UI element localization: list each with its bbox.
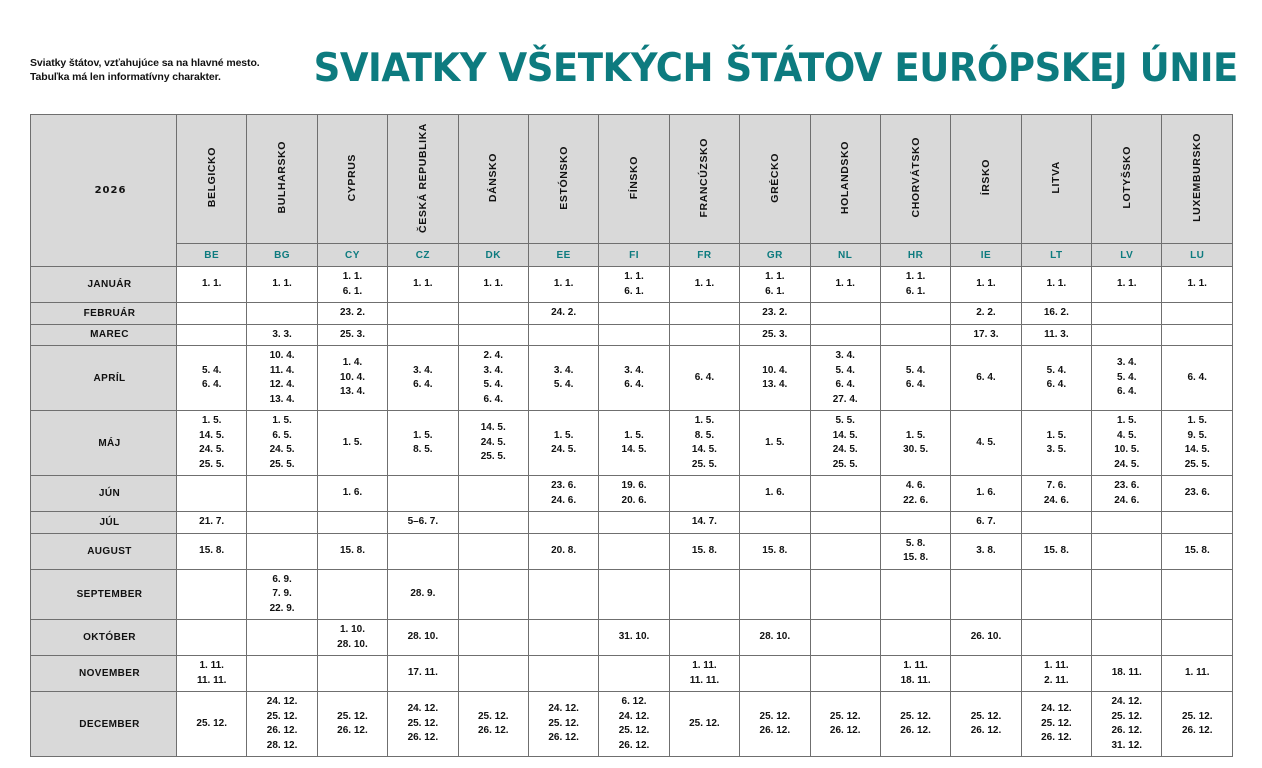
- holiday-cell: [247, 303, 317, 325]
- holiday-cell: 17. 3.: [951, 324, 1021, 346]
- holiday-cell: [458, 533, 528, 569]
- month-label: APRÍL: [31, 346, 177, 411]
- month-label: JÚL: [31, 512, 177, 534]
- holiday-cell: 5. 8. 15. 8.: [880, 533, 950, 569]
- month-label: SEPTEMBER: [31, 569, 177, 620]
- holiday-cell: 1. 1.: [1092, 267, 1162, 303]
- holiday-cell: 25. 12.: [669, 692, 739, 757]
- holiday-cell: 1. 1. 6. 1.: [599, 267, 669, 303]
- holiday-cell: 5. 4. 6. 4.: [1021, 346, 1091, 411]
- country-name-row: [31, 115, 1233, 244]
- holiday-cell: [458, 303, 528, 325]
- holiday-cell: [880, 512, 950, 534]
- month-label: AUGUST: [31, 533, 177, 569]
- holiday-cell: [880, 324, 950, 346]
- holiday-cell: 23. 6. 24. 6.: [528, 476, 598, 512]
- holiday-cell: 14. 5. 24. 5. 25. 5.: [458, 411, 528, 476]
- table-row: [31, 620, 1233, 656]
- holiday-cell: 1. 1.: [247, 267, 317, 303]
- holiday-cell: 15. 8.: [1021, 533, 1091, 569]
- holiday-cell: 3. 4. 6. 4.: [388, 346, 458, 411]
- holiday-cell: 2. 2.: [951, 303, 1021, 325]
- holiday-cell: [1092, 533, 1162, 569]
- holiday-cell: 28. 10.: [388, 620, 458, 656]
- country-code-nl: NL: [810, 244, 880, 267]
- holiday-cell: 5. 5. 14. 5. 24. 5. 25. 5.: [810, 411, 880, 476]
- holiday-cell: 1. 1.: [669, 267, 739, 303]
- holiday-cell: 24. 12. 25. 12. 26. 12.: [528, 692, 598, 757]
- holiday-cell: [740, 656, 810, 692]
- holiday-cell: [177, 324, 247, 346]
- holiday-cell: [177, 303, 247, 325]
- month-label: OKTÓBER: [31, 620, 177, 656]
- holiday-cell: 25. 12. 26. 12.: [458, 692, 528, 757]
- holiday-cell: [1092, 512, 1162, 534]
- country-code-bg: BG: [247, 244, 317, 267]
- holiday-cell: 1. 5.: [317, 411, 387, 476]
- country-name-label: GRÉCKO: [768, 152, 781, 203]
- info-note-line2: Tabuľka má len informatívny charakter.: [30, 71, 221, 84]
- country-name-label: LITVA: [1050, 161, 1063, 194]
- holiday-cell: 25. 12. 26. 12.: [810, 692, 880, 757]
- holiday-cell: 24. 2.: [528, 303, 598, 325]
- holiday-cell: [1092, 303, 1162, 325]
- holiday-cell: 25. 3.: [317, 324, 387, 346]
- country-name-label: HOLANDSKO: [839, 140, 852, 215]
- holiday-cell: [458, 620, 528, 656]
- holiday-cell: 1. 6.: [317, 476, 387, 512]
- holiday-cell: 23. 2.: [317, 303, 387, 325]
- holiday-cell: 1. 5. 4. 5. 10. 5. 24. 5.: [1092, 411, 1162, 476]
- country-name-label: BULHARSKO: [276, 141, 289, 214]
- holiday-cell: [669, 569, 739, 620]
- holiday-cell: 1. 5. 14. 5. 24. 5. 25. 5.: [177, 411, 247, 476]
- table-row: [31, 512, 1233, 534]
- holiday-cell: 1. 1. 6. 1.: [880, 267, 950, 303]
- info-note: [30, 56, 300, 84]
- holiday-cell: [458, 569, 528, 620]
- country-header-lu: [1162, 115, 1233, 244]
- holiday-cell: 3. 4. 6. 4.: [599, 346, 669, 411]
- holiday-cell: 31. 10.: [599, 620, 669, 656]
- holiday-cell: 3. 3.: [247, 324, 317, 346]
- holiday-cell: 23. 6.: [1162, 476, 1233, 512]
- table-row: [31, 267, 1233, 303]
- holiday-cell: 1. 11. 11. 11.: [669, 656, 739, 692]
- holiday-cell: 6. 9. 7. 9. 22. 9.: [247, 569, 317, 620]
- holiday-cell: 1. 6.: [951, 476, 1021, 512]
- holiday-cell: 6. 4.: [669, 346, 739, 411]
- country-header-nl: [810, 115, 880, 244]
- country-code-lt: LT: [1021, 244, 1091, 267]
- holiday-cell: [810, 512, 880, 534]
- country-header-fi: [599, 115, 669, 244]
- holiday-cell: [599, 656, 669, 692]
- holiday-cell: [528, 324, 598, 346]
- holiday-cell: 2. 4. 3. 4. 5. 4. 6. 4.: [458, 346, 528, 411]
- holiday-cell: [810, 533, 880, 569]
- holiday-cell: [247, 620, 317, 656]
- table-row: [31, 346, 1233, 411]
- holiday-cell: [740, 512, 810, 534]
- holiday-cell: 23. 2.: [740, 303, 810, 325]
- holiday-cell: [1162, 620, 1233, 656]
- holiday-cell: [388, 303, 458, 325]
- holiday-cell: [1162, 512, 1233, 534]
- holiday-cell: 25. 12. 26. 12.: [740, 692, 810, 757]
- country-code-lu: LU: [1162, 244, 1233, 267]
- holiday-cell: 1. 1.: [458, 267, 528, 303]
- holiday-cell: 1. 6.: [740, 476, 810, 512]
- holiday-cell: [247, 533, 317, 569]
- country-code-hr: HR: [880, 244, 950, 267]
- holiday-cell: [247, 476, 317, 512]
- country-code-ee: EE: [528, 244, 598, 267]
- holiday-cell: 1. 1. 6. 1.: [740, 267, 810, 303]
- holiday-cell: [1162, 324, 1233, 346]
- holiday-cell: 3. 8.: [951, 533, 1021, 569]
- holiday-cell: [388, 324, 458, 346]
- holiday-cell: 7. 6. 24. 6.: [1021, 476, 1091, 512]
- holiday-cell: 24. 12. 25. 12. 26. 12.: [1021, 692, 1091, 757]
- holiday-cell: 3. 4. 5. 4. 6. 4.: [1092, 346, 1162, 411]
- page-title: SVIATKY VŠETKÝCH ŠTÁTOV EURÓPSKEJ ÚNIE: [313, 46, 1238, 91]
- holiday-cell: [388, 476, 458, 512]
- holiday-cell: 5. 4. 6. 4.: [880, 346, 950, 411]
- holiday-cell: 1. 1.: [951, 267, 1021, 303]
- country-name-label: CYPRUS: [346, 153, 359, 202]
- country-name-label: ČESKÁ REPUBLIKA: [416, 122, 429, 233]
- holiday-cell: 1. 1.: [1162, 267, 1233, 303]
- country-code-cy: CY: [317, 244, 387, 267]
- holiday-cell: 28. 10.: [740, 620, 810, 656]
- country-header-bg: [247, 115, 317, 244]
- holiday-cell: [1162, 569, 1233, 620]
- country-header-ee: [528, 115, 598, 244]
- holiday-cell: [1092, 620, 1162, 656]
- holiday-cell: [669, 620, 739, 656]
- holiday-cell: 1. 1.: [177, 267, 247, 303]
- holiday-cell: [599, 324, 669, 346]
- holiday-cell: 10. 4. 13. 4.: [740, 346, 810, 411]
- holiday-cell: 1. 1.: [1021, 267, 1091, 303]
- holiday-cell: [669, 303, 739, 325]
- country-name-label: LUXEMBURSKO: [1191, 133, 1204, 222]
- country-header-hr: [880, 115, 950, 244]
- holiday-cell: [951, 569, 1021, 620]
- holiday-cell: 20. 8.: [528, 533, 598, 569]
- holiday-cell: 19. 6. 20. 6.: [599, 476, 669, 512]
- holidays-table: [30, 114, 1233, 757]
- table-row: [31, 476, 1233, 512]
- holiday-cell: 1. 1.: [388, 267, 458, 303]
- holiday-cell: 24. 12. 25. 12. 26. 12.: [388, 692, 458, 757]
- holiday-cell: 28. 9.: [388, 569, 458, 620]
- holiday-cell: [247, 512, 317, 534]
- holiday-cell: 25. 3.: [740, 324, 810, 346]
- holiday-cell: [880, 303, 950, 325]
- country-code-dk: DK: [458, 244, 528, 267]
- holiday-cell: [1162, 303, 1233, 325]
- holiday-cell: 1. 11. 2. 11.: [1021, 656, 1091, 692]
- holiday-cell: [1021, 512, 1091, 534]
- country-header-dk: [458, 115, 528, 244]
- holiday-cell: 3. 4. 5. 4. 6. 4. 27. 4.: [810, 346, 880, 411]
- month-label: FEBRUÁR: [31, 303, 177, 325]
- country-name-label: CHORVÁTSKO: [909, 137, 922, 218]
- holiday-cell: [810, 324, 880, 346]
- country-name-label: FÍNSKO: [628, 155, 640, 200]
- holiday-cell: 1. 11. 18. 11.: [880, 656, 950, 692]
- table-row: [31, 324, 1233, 346]
- holiday-cell: 1. 5. 3. 5.: [1021, 411, 1091, 476]
- holiday-cell: 1. 5. 14. 5.: [599, 411, 669, 476]
- country-header-lv: [1092, 115, 1162, 244]
- holiday-cell: [1021, 569, 1091, 620]
- holiday-cell: [810, 303, 880, 325]
- holiday-cell: 1. 5. 6. 5. 24. 5. 25. 5.: [247, 411, 317, 476]
- holiday-cell: [388, 533, 458, 569]
- holiday-cell: 25. 12. 26. 12.: [951, 692, 1021, 757]
- holiday-cell: 11. 3.: [1021, 324, 1091, 346]
- holiday-cell: 1. 5.: [740, 411, 810, 476]
- holiday-cell: [810, 656, 880, 692]
- table-header: [31, 115, 1233, 267]
- table-row: [31, 656, 1233, 692]
- month-label: MÁJ: [31, 411, 177, 476]
- holiday-cell: 17. 11.: [388, 656, 458, 692]
- holiday-cell: [247, 656, 317, 692]
- holiday-cell: [317, 656, 387, 692]
- country-header-lt: [1021, 115, 1091, 244]
- info-note-line1: Sviatky štátov, vzťahujúce sa na hlavné mesto.: [30, 57, 260, 69]
- country-header-be: [177, 115, 247, 244]
- country-code-fr: FR: [669, 244, 739, 267]
- holiday-cell: [458, 512, 528, 534]
- holiday-cell: 1. 1. 6. 1.: [317, 267, 387, 303]
- holiday-cell: [599, 569, 669, 620]
- table-row: [31, 303, 1233, 325]
- country-name-label: DÁNSKO: [487, 152, 500, 203]
- holiday-cell: [177, 620, 247, 656]
- holiday-cell: [740, 569, 810, 620]
- holiday-cell: [810, 476, 880, 512]
- holiday-cell: 1. 1.: [528, 267, 598, 303]
- year-cell: 2026: [31, 115, 177, 267]
- holiday-cell: [528, 620, 598, 656]
- holiday-cell: 5–6. 7.: [388, 512, 458, 534]
- country-name-label: ESTÓNSKO: [557, 145, 570, 210]
- country-header-cy: [317, 115, 387, 244]
- country-code-row: [31, 244, 1233, 267]
- holiday-cell: 14. 7.: [669, 512, 739, 534]
- holiday-cell: [810, 569, 880, 620]
- holiday-cell: [528, 656, 598, 692]
- page-header: [30, 46, 1238, 106]
- holiday-cell: [458, 324, 528, 346]
- holiday-cell: 6. 4.: [1162, 346, 1233, 411]
- country-header-ie: [951, 115, 1021, 244]
- holiday-cell: [528, 512, 598, 534]
- holiday-cell: [880, 620, 950, 656]
- holiday-cell: 3. 4. 5. 4.: [528, 346, 598, 411]
- country-name-label: ÍRSKO: [979, 159, 992, 196]
- holiday-cell: [1021, 620, 1091, 656]
- holiday-cell: [458, 476, 528, 512]
- holiday-cell: 1. 11.: [1162, 656, 1233, 692]
- holiday-cell: 24. 12. 25. 12. 26. 12. 28. 12.: [247, 692, 317, 757]
- holiday-cell: [317, 512, 387, 534]
- holiday-cell: 1. 11. 11. 11.: [177, 656, 247, 692]
- holiday-cell: 10. 4. 11. 4. 12. 4. 13. 4.: [247, 346, 317, 411]
- country-header-gr: [740, 115, 810, 244]
- holiday-cell: 23. 6. 24. 6.: [1092, 476, 1162, 512]
- holiday-cell: 24. 12. 25. 12. 26. 12. 31. 12.: [1092, 692, 1162, 757]
- holiday-cell: 15. 8.: [669, 533, 739, 569]
- holiday-cell: [669, 324, 739, 346]
- holiday-cell: 5. 4. 6. 4.: [177, 346, 247, 411]
- table-row: [31, 692, 1233, 757]
- holiday-cell: 1. 5. 9. 5. 14. 5. 25. 5.: [1162, 411, 1233, 476]
- holiday-cell: 18. 11.: [1092, 656, 1162, 692]
- month-label: NOVEMBER: [31, 656, 177, 692]
- table-row: [31, 411, 1233, 476]
- country-header-fr: [669, 115, 739, 244]
- month-label: JÚN: [31, 476, 177, 512]
- holiday-cell: 1. 5. 8. 5. 14. 5. 25. 5.: [669, 411, 739, 476]
- holiday-cell: [599, 303, 669, 325]
- country-code-ie: IE: [951, 244, 1021, 267]
- month-label: DECEMBER: [31, 692, 177, 757]
- country-code-lv: LV: [1092, 244, 1162, 267]
- country-code-gr: GR: [740, 244, 810, 267]
- holiday-cell: 4. 6. 22. 6.: [880, 476, 950, 512]
- holiday-cell: [880, 569, 950, 620]
- holiday-cell: 15. 8.: [740, 533, 810, 569]
- holiday-cell: 6. 12. 24. 12. 25. 12. 26. 12.: [599, 692, 669, 757]
- holiday-cell: [528, 569, 598, 620]
- holiday-cell: 15. 8.: [1162, 533, 1233, 569]
- month-label: MAREC: [31, 324, 177, 346]
- holiday-cell: 1. 4. 10. 4. 13. 4.: [317, 346, 387, 411]
- holiday-cell: 25. 12. 26. 12.: [880, 692, 950, 757]
- holiday-cell: [1092, 569, 1162, 620]
- table-row: [31, 533, 1233, 569]
- holiday-cell: [1092, 324, 1162, 346]
- table-body: [31, 267, 1233, 757]
- holiday-cell: 6. 7.: [951, 512, 1021, 534]
- country-code-fi: FI: [599, 244, 669, 267]
- holiday-cell: 21. 7.: [177, 512, 247, 534]
- country-name-label: BELGICKO: [205, 147, 218, 208]
- country-code-be: BE: [177, 244, 247, 267]
- holiday-cell: 25. 12. 26. 12.: [317, 692, 387, 757]
- holiday-cell: 1. 10. 28. 10.: [317, 620, 387, 656]
- country-code-cz: CZ: [388, 244, 458, 267]
- country-name-label: LOTYŠSKO: [1120, 146, 1133, 209]
- table-row: [31, 569, 1233, 620]
- holiday-cell: [599, 512, 669, 534]
- country-name-label: FRANCÚZSKO: [698, 137, 711, 218]
- holiday-cell: 1. 1.: [810, 267, 880, 303]
- holiday-cell: 15. 8.: [317, 533, 387, 569]
- holiday-cell: [669, 476, 739, 512]
- holiday-cell: 1. 5. 8. 5.: [388, 411, 458, 476]
- holiday-cell: [317, 569, 387, 620]
- holiday-cell: [810, 620, 880, 656]
- holiday-cell: [951, 656, 1021, 692]
- holiday-cell: 25. 12. 26. 12.: [1162, 692, 1233, 757]
- holiday-cell: [599, 533, 669, 569]
- month-label: JANUÁR: [31, 267, 177, 303]
- holiday-cell: 16. 2.: [1021, 303, 1091, 325]
- holiday-cell: [458, 656, 528, 692]
- holiday-cell: 4. 5.: [951, 411, 1021, 476]
- holiday-cell: 15. 8.: [177, 533, 247, 569]
- holiday-cell: 1. 5. 24. 5.: [528, 411, 598, 476]
- holiday-cell: 26. 10.: [951, 620, 1021, 656]
- country-header-cz: [388, 115, 458, 244]
- holiday-cell: [177, 476, 247, 512]
- holiday-cell: [177, 569, 247, 620]
- holiday-cell: 6. 4.: [951, 346, 1021, 411]
- holiday-cell: 1. 5. 30. 5.: [880, 411, 950, 476]
- holiday-cell: 25. 12.: [177, 692, 247, 757]
